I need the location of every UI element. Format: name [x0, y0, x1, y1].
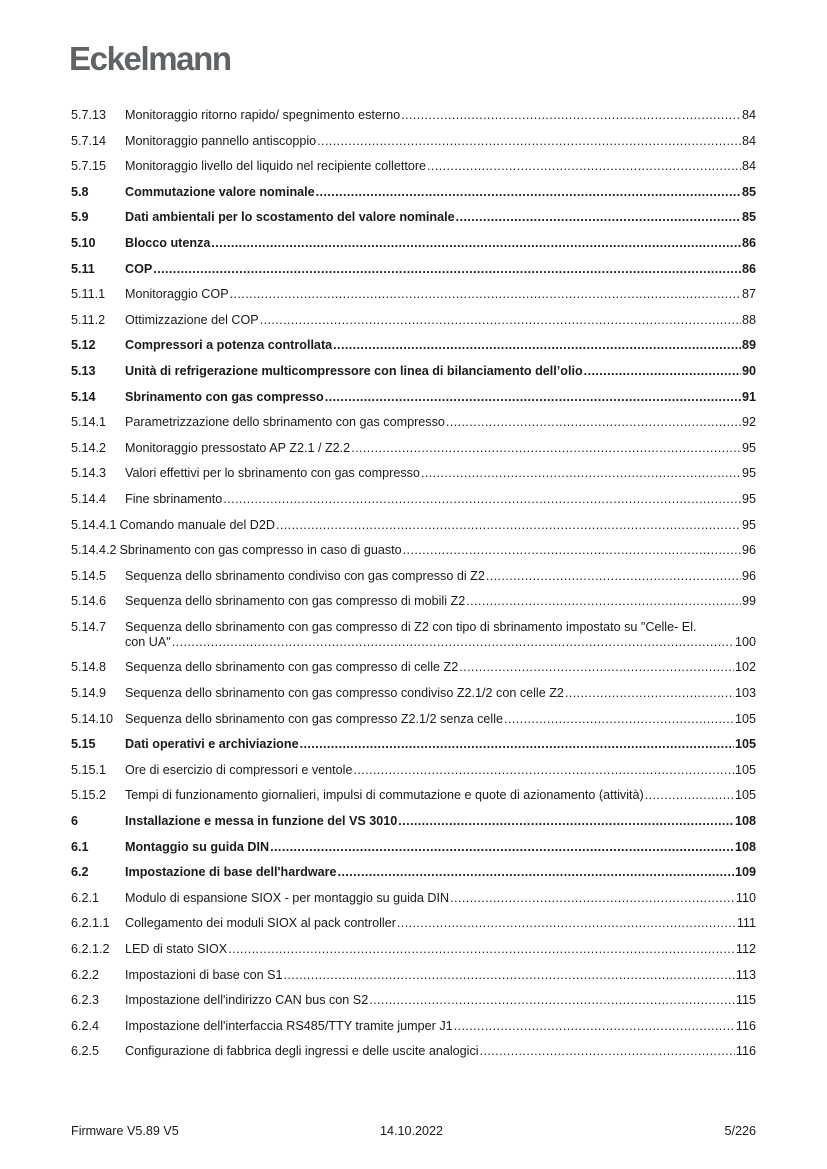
dot-leader: [486, 569, 741, 584]
dot-leader: [403, 543, 741, 558]
dot-leader: [353, 763, 734, 778]
toc-entry-page: 91: [741, 389, 756, 404]
toc-entry-title-wrap: [125, 712, 735, 727]
toc-entry-page: 111: [736, 916, 756, 931]
toc-entry-number: 6.2: [71, 865, 89, 880]
footer-date: 14.10.2022: [380, 1124, 444, 1138]
toc-entry-page: 85: [741, 210, 756, 225]
toc-entry[interactable]: [71, 492, 756, 507]
toc-entry-page: 88: [741, 312, 756, 327]
toc-entry-title: Valori effettivi per lo sbrinamento con gas compresso: [125, 466, 420, 481]
dot-leader: [456, 210, 741, 225]
toc-entry[interactable]: [71, 159, 756, 174]
toc-entry[interactable]: [71, 441, 756, 456]
toc-entry[interactable]: [71, 569, 756, 584]
toc-entry-number: 5.15.1: [71, 762, 107, 777]
toc-entry-title: Parametrizzazione dello sbrinamento con gas compresso: [125, 415, 445, 430]
dot-leader: [270, 840, 734, 855]
toc-entry-number: 5.7.13: [71, 108, 107, 122]
toc-entry-number: 5.7.14: [71, 133, 107, 148]
toc-entry-title: Impostazioni di base con S1: [125, 967, 283, 982]
dot-leader: [325, 390, 741, 405]
toc-entry-title: Configurazione di fabbrica degli ingressi e delle uscite analogici: [125, 1044, 479, 1059]
toc-entry[interactable]: [71, 108, 756, 123]
toc-entry-title-wrap: [125, 262, 742, 277]
toc-entry-title-wrap: [125, 891, 736, 906]
dot-leader: [421, 466, 741, 481]
toc-entry[interactable]: [71, 1044, 756, 1059]
toc-entry-title: Monitoraggio pressostato AP Z2.1 / Z2.2: [125, 440, 351, 455]
toc-entry[interactable]: [71, 415, 756, 430]
toc-entry-title-wrap: [125, 185, 742, 200]
toc-entry[interactable]: [71, 543, 756, 558]
dot-leader: [459, 660, 734, 675]
toc-entry-title-wrap: [125, 916, 737, 931]
footer-firmware-version: Firmware V5.89 V5: [71, 1124, 179, 1138]
toc-entry-title-wrap: [125, 210, 742, 225]
toc-entry-page: 95: [741, 517, 756, 532]
toc-entry-title-wrap: [125, 415, 742, 430]
toc-entry-number: 6.2.5: [71, 1044, 100, 1059]
toc-entry-page: 86: [741, 235, 756, 250]
toc-entry-title-wrap: [125, 441, 742, 456]
toc-entry-title-wrap: [125, 1019, 736, 1034]
dot-leader: [565, 686, 734, 701]
toc-entry[interactable]: [71, 916, 756, 931]
toc-entry-title-wrap: [125, 865, 735, 880]
toc-entry-title: Impostazione dell'indirizzo CAN bus con S2: [125, 993, 369, 1008]
toc-entry-page: 108: [734, 814, 756, 829]
dot-leader: [369, 993, 735, 1008]
dot-leader: [450, 891, 735, 906]
toc-entry-title: Comando manuale del D2D: [119, 517, 275, 532]
toc-entry-title-line2: con UA": [125, 634, 171, 649]
toc-entry-title: Sequenza dello sbrinamento condiviso con gas compresso di Z2: [125, 568, 485, 583]
eckelmann-logo: Eckelmann: [69, 40, 231, 77]
toc-entry-title-wrap: [125, 287, 742, 302]
toc-entry-number: 5.8: [71, 184, 89, 199]
toc-entry-number: 5.14.1: [71, 415, 107, 430]
toc-entry[interactable]: [71, 712, 756, 727]
dot-leader: [398, 814, 734, 829]
toc-entry-number: 6.2.2: [71, 967, 100, 982]
table-of-contents: [71, 108, 756, 1070]
toc-entry-title: Sequenza dello sbrinamento con gas compresso di mobili Z2: [125, 594, 466, 609]
toc-entry-title: Blocco utenza: [125, 235, 211, 250]
toc-entry-title: Monitoraggio pannello antiscoppio: [125, 133, 317, 148]
toc-entry-number: 5.9: [71, 210, 89, 225]
toc-entry-title-wrap: [125, 569, 742, 584]
toc-entry[interactable]: [71, 287, 756, 302]
toc-entry-title: Sequenza dello sbrinamento con gas compresso condiviso Z2.1/2 con celle Z2: [125, 686, 564, 701]
toc-entry-title: Impostazione di base dell'hardware: [125, 865, 337, 880]
toc-entry-title-wrap: [125, 763, 735, 778]
toc-entry-title: Montaggio su guida DIN: [125, 839, 270, 854]
toc-entry-title: Commutazione valore nominale: [125, 184, 315, 199]
toc-entry-title-continuation: [125, 635, 756, 650]
toc-entry-number: 5.14.3: [71, 466, 107, 481]
dot-leader: [454, 1019, 735, 1034]
toc-entry-page: 105: [734, 737, 756, 752]
toc-entry-page: 84: [741, 159, 756, 174]
toc-entry-number: 5.14.4: [71, 491, 107, 506]
toc-entry-page: 95: [741, 491, 756, 506]
toc-entry-number: 5.11.2: [71, 312, 106, 327]
dot-leader: [351, 441, 741, 456]
toc-entry[interactable]: [71, 763, 756, 778]
toc-entry[interactable]: [71, 1019, 756, 1034]
toc-entry-page: 95: [741, 440, 756, 455]
toc-entry-title-wrap: [125, 134, 742, 149]
toc-entry-page: 115: [735, 993, 756, 1008]
toc-entry-page: 105: [734, 711, 756, 726]
toc-entry-title-wrap: [125, 159, 742, 174]
toc-entry-title-wrap: [125, 594, 742, 609]
toc-entry-title-wrap: [125, 492, 742, 507]
toc-entry-title-wrap: [125, 338, 742, 353]
dot-leader: [316, 185, 741, 200]
dot-leader: [504, 712, 734, 727]
dot-leader: [276, 518, 741, 533]
dot-leader: [401, 108, 741, 123]
toc-entry[interactable]: [71, 185, 756, 200]
toc-entry-page: 116: [735, 1044, 756, 1059]
toc-entry-title-wrap: [125, 942, 736, 957]
toc-entry-number: 6.1: [71, 839, 89, 854]
toc-entry-title-wrap: [120, 518, 742, 533]
toc-entry-title: Sbrinamento con gas compresso: [125, 389, 324, 404]
toc-entry-number: 5.10: [71, 235, 96, 250]
toc-entry-title-wrap: [125, 814, 735, 829]
toc-entry-page: 90: [741, 363, 756, 378]
toc-entry-page: 112: [735, 942, 756, 956]
toc-entry-title-wrap: [125, 993, 736, 1008]
toc-entry[interactable]: [71, 236, 756, 251]
toc-entry-page: 85: [741, 184, 756, 199]
toc-entry[interactable]: [71, 364, 756, 379]
toc-entry[interactable]: [71, 262, 756, 277]
toc-entry-title-wrap: [125, 788, 735, 803]
toc-entry[interactable]: [71, 968, 756, 983]
toc-entry[interactable]: [71, 788, 756, 803]
toc-entry-title: Ottimizzazione del COP: [125, 312, 259, 327]
toc-entry-number: 5.14.6: [71, 594, 107, 609]
toc-entry-title-wrap: [125, 660, 735, 675]
dot-leader: [211, 236, 741, 251]
footer-page-number: 5/226: [724, 1124, 756, 1138]
toc-entry-title: Sequenza dello sbrinamento con gas compresso di Z2 con tipo di sbrinamento impostato su "Celle- El.: [125, 619, 697, 634]
toc-entry-title: Monitoraggio livello del liquido nel recipiente collettore: [125, 159, 427, 174]
toc-entry-page: 110: [735, 890, 756, 905]
toc-entry[interactable]: [71, 814, 756, 829]
toc-entry-number: 5.11.1: [71, 287, 106, 302]
toc-entry[interactable]: [71, 620, 756, 650]
toc-entry-number: 5.7.15: [71, 159, 107, 174]
toc-entry-page: 105: [734, 788, 756, 803]
toc-entry-title: Collegamento dei moduli SIOX al pack controller: [125, 916, 396, 931]
toc-entry-number: 5.14.4.1: [71, 517, 117, 532]
toc-entry-title: COP: [125, 261, 153, 276]
toc-entry-title-wrap: [125, 737, 735, 752]
toc-entry-page: 103: [734, 686, 756, 701]
toc-entry[interactable]: [71, 942, 756, 957]
toc-entry-number: 5.11: [71, 261, 95, 276]
toc-entry-number: 5.15: [71, 737, 96, 752]
toc-entry-title-wrap: [125, 108, 742, 123]
toc-entry-page: 87: [741, 287, 756, 302]
toc-entry-number: 6.2.1.2: [71, 942, 110, 956]
toc-entry-page: 105: [734, 762, 756, 777]
toc-entry-number: 5.14.4.2: [71, 543, 117, 558]
toc-entry-page: 84: [741, 133, 756, 148]
toc-entry[interactable]: [71, 518, 756, 533]
toc-entry-page: 113: [735, 967, 756, 982]
toc-entry[interactable]: [71, 737, 756, 752]
dot-leader: [446, 415, 741, 430]
toc-entry[interactable]: [71, 134, 756, 149]
toc-entry-title: Dati ambientali per lo scostamento del valore nominale: [125, 210, 455, 225]
toc-entry[interactable]: [71, 891, 756, 906]
toc-entry-title-wrap: [125, 840, 735, 855]
toc-entry-title-wrap: [125, 1044, 736, 1059]
toc-entry-title-wrap: [120, 543, 742, 558]
toc-entry[interactable]: [71, 466, 756, 481]
toc-entry-number: 5.14.7: [71, 619, 107, 634]
toc-entry-title-wrap: [125, 466, 742, 481]
toc-entry[interactable]: [71, 993, 756, 1008]
dot-leader: [427, 159, 741, 174]
toc-entry-title-wrap: [125, 313, 742, 328]
toc-entry-page: 99: [741, 594, 756, 609]
toc-entry-page: 86: [741, 261, 756, 276]
toc-entry-title: Dati operativi e archiviazione: [125, 737, 299, 752]
toc-entry-number: 5.12: [71, 338, 96, 353]
toc-entry-number: 5.14.5: [71, 568, 107, 583]
toc-entry-page: 95: [741, 466, 756, 481]
toc-entry-title: Unità di refrigerazione multicompressore con linea di bilanciamento dell’olio: [125, 363, 583, 378]
toc-entry-title: Ore di esercizio di compressori e ventole: [125, 762, 353, 777]
dot-leader: [228, 942, 735, 957]
dot-leader: [645, 788, 734, 803]
dot-leader: [317, 134, 741, 149]
dot-leader: [153, 262, 741, 277]
toc-entry-number: 6.2.1.1: [71, 916, 110, 931]
toc-entry-title: Sequenza dello sbrinamento con gas compresso Z2.1/2 senza celle: [125, 711, 504, 726]
toc-entry-number: 6.2.4: [71, 1018, 100, 1033]
toc-entry-title: Sequenza dello sbrinamento con gas compresso di celle Z2: [125, 660, 459, 675]
toc-entry-number: 6.2.1: [71, 890, 100, 905]
toc-entry[interactable]: [71, 865, 756, 880]
toc-entry-title: Compressori a potenza controllata: [125, 338, 333, 353]
dot-leader: [584, 364, 741, 379]
toc-entry-page: 116: [735, 1018, 756, 1033]
dot-leader: [300, 737, 734, 752]
toc-entry-number: 5.14.8: [71, 660, 107, 675]
toc-entry-page: 96: [741, 543, 756, 558]
toc-entry-number: 5.13: [71, 363, 96, 378]
toc-entry[interactable]: [71, 594, 756, 609]
toc-entry-title: Impostazione dell'interfaccia RS485/TTY tramite jumper J1: [125, 1018, 453, 1033]
dot-leader: [333, 338, 741, 353]
toc-entry-title-wrap: [125, 620, 756, 650]
dot-leader: [230, 287, 741, 302]
toc-entry-page: 96: [741, 568, 756, 583]
toc-entry-title: LED di stato SIOX: [125, 942, 228, 956]
toc-entry-title: Fine sbrinamento: [125, 491, 223, 506]
dot-leader: [480, 1044, 735, 1059]
dot-leader: [260, 313, 741, 328]
toc-entry-title: Tempi di funzionamento giornalieri, impulsi di commutazione e quote di azionamento (attività): [125, 788, 644, 803]
toc-entry-title: Monitoraggio COP: [125, 287, 229, 302]
toc-entry-page: 92: [741, 415, 756, 430]
dot-leader: [338, 865, 734, 880]
toc-entry[interactable]: [71, 686, 756, 701]
dot-leader: [284, 968, 735, 983]
toc-entry-title-wrap: [125, 364, 742, 379]
toc-entry-number: 5.15.2: [71, 788, 107, 803]
toc-entry[interactable]: [71, 390, 756, 405]
toc-entry-title-wrap: [125, 236, 742, 251]
toc-entry-page: 102: [734, 660, 756, 675]
toc-entry-number: 6: [71, 814, 79, 829]
toc-entry[interactable]: [71, 338, 756, 353]
toc-entry-number: 5.14: [71, 389, 96, 404]
toc-entry-number: 5.14.2: [71, 440, 107, 455]
toc-entry-title-wrap: [125, 686, 735, 701]
toc-entry-title: Monitoraggio ritorno rapido/ spegnimento esterno: [125, 108, 401, 122]
dot-leader: [223, 492, 741, 507]
dot-leader: [172, 635, 734, 650]
toc-entry-page: 84: [741, 108, 756, 122]
toc-entry[interactable]: [71, 840, 756, 855]
toc-entry-page: 108: [734, 839, 756, 854]
toc-entry-title-wrap: [125, 968, 736, 983]
toc-entry-number: 5.14.10: [71, 711, 114, 726]
toc-entry-number: 5.14.9: [71, 686, 107, 701]
toc-entry-page: 89: [741, 338, 756, 353]
toc-entry-title: Installazione e messa in funzione del VS 3010: [125, 814, 398, 829]
toc-entry-number: 6.2.3: [71, 993, 100, 1008]
toc-entry[interactable]: [71, 210, 756, 225]
toc-entry-title: Modulo di espansione SIOX - per montaggio su guida DIN: [125, 890, 450, 905]
toc-entry-title-wrap: [125, 390, 742, 405]
toc-entry-page: 109: [734, 865, 756, 880]
toc-entry[interactable]: [71, 313, 756, 328]
toc-entry-page: 100: [734, 634, 756, 649]
toc-entry-title: Sbrinamento con gas compresso in caso di guasto: [119, 543, 402, 558]
dot-leader: [466, 594, 741, 609]
dot-leader: [397, 916, 736, 931]
toc-entry[interactable]: [71, 660, 756, 675]
